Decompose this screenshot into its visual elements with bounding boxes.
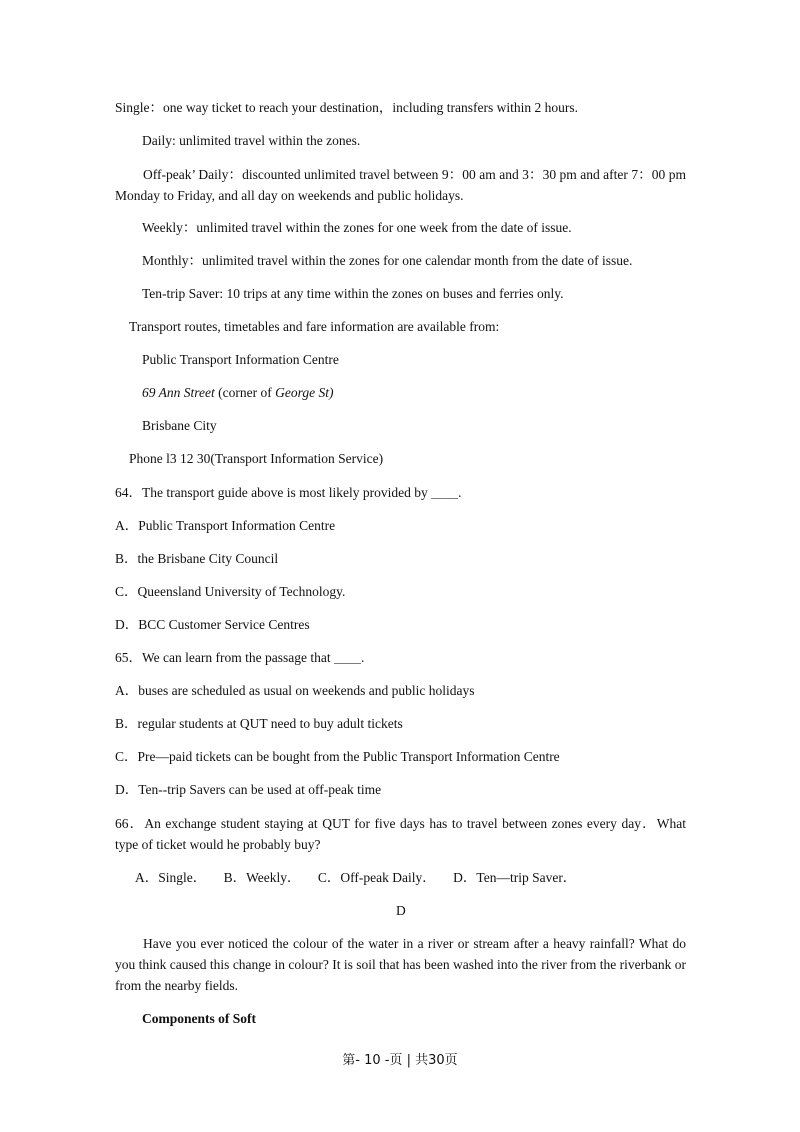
- q65-option-b: B．regular students at QUT need to buy adult tickets: [115, 716, 403, 731]
- q65-option-d: D．Ten--trip Savers can be used at off-peak time: [115, 782, 382, 797]
- q66-stem: 66．An exchange student staying at QUT for five days has to travel between zones every day．What type of ticket would he probably buy?: [115, 816, 686, 852]
- q64-option-a: A．Public Transport Information Centre: [115, 518, 336, 533]
- info-address: [142, 383, 333, 403]
- address-street: 69 Ann Street: [142, 385, 215, 400]
- ticket-single: Single：one way ticket to reach your destination，including transfers within 2 hours.: [115, 100, 579, 115]
- q65-stem: 65．We can learn from the passage that ＿＿.: [115, 650, 365, 665]
- info-phone: Phone l3 12 30(Transport Information Service): [129, 451, 384, 466]
- info-centre: Public Transport Information Centre: [142, 352, 339, 367]
- ticket-tentrip: Ten-trip Saver: 10 trips at any time within the zones on buses and ferries only.: [142, 286, 564, 301]
- ticket-daily: Daily: unlimited travel within the zones.: [142, 133, 361, 148]
- info-city: Brisbane City: [142, 418, 217, 433]
- ticket-monthly: Monthly：unlimited travel within the zones for one calendar month from the date of issue.: [142, 253, 633, 268]
- q66-option-c: C．Off-peak Daily．: [317, 870, 436, 885]
- q64-option-b: B．the Brisbane City Council: [115, 551, 279, 566]
- q65-option-c: C．Pre—paid tickets can be bought from the Public Transport Information Centre: [115, 749, 560, 764]
- q66-option-b: B．Weekly．: [223, 870, 301, 885]
- address-cross: George St): [275, 385, 334, 400]
- address-mid: (corner of: [218, 385, 272, 400]
- ticket-offpeak: Off-peak’ Daily：discounted unlimited travel between 9：00 am and 3：30 pm and after 7：00 pm Monday to Friday, and all day on weekends and public holidays.: [115, 167, 686, 203]
- q66-option-a: A．Single．: [135, 870, 207, 885]
- q66-option-d: D．Ten—trip Saver．: [453, 870, 577, 885]
- q64-option-d: D．BCC Customer Service Centres: [115, 617, 310, 632]
- q66-options: [135, 868, 590, 888]
- q64-stem: 64．The transport guide above is most likely provided by ＿＿.: [115, 485, 462, 500]
- q65-option-a: A．buses are scheduled as usual on weekends and public holidays: [115, 683, 475, 698]
- q64-option-c: C．Queensland University of Technology.: [115, 584, 346, 599]
- ticket-weekly: Weekly：unlimited travel within the zones for one week from the date of issue.: [142, 220, 572, 235]
- section-letter: D: [396, 903, 406, 918]
- page-footer: 第- 10 -页 | 共30页: [342, 1053, 458, 1068]
- info-intro: Transport routes, timetables and fare information are available from:: [129, 319, 500, 334]
- section-heading: Components of Soft: [142, 1011, 257, 1026]
- section-paragraph: Have you ever noticed the colour of the water in a river or stream after a heavy rainfall? What do you think caused this change in colour? It is soil that has been washed into the river from the riverbank or from the nearby fields.: [115, 936, 686, 993]
